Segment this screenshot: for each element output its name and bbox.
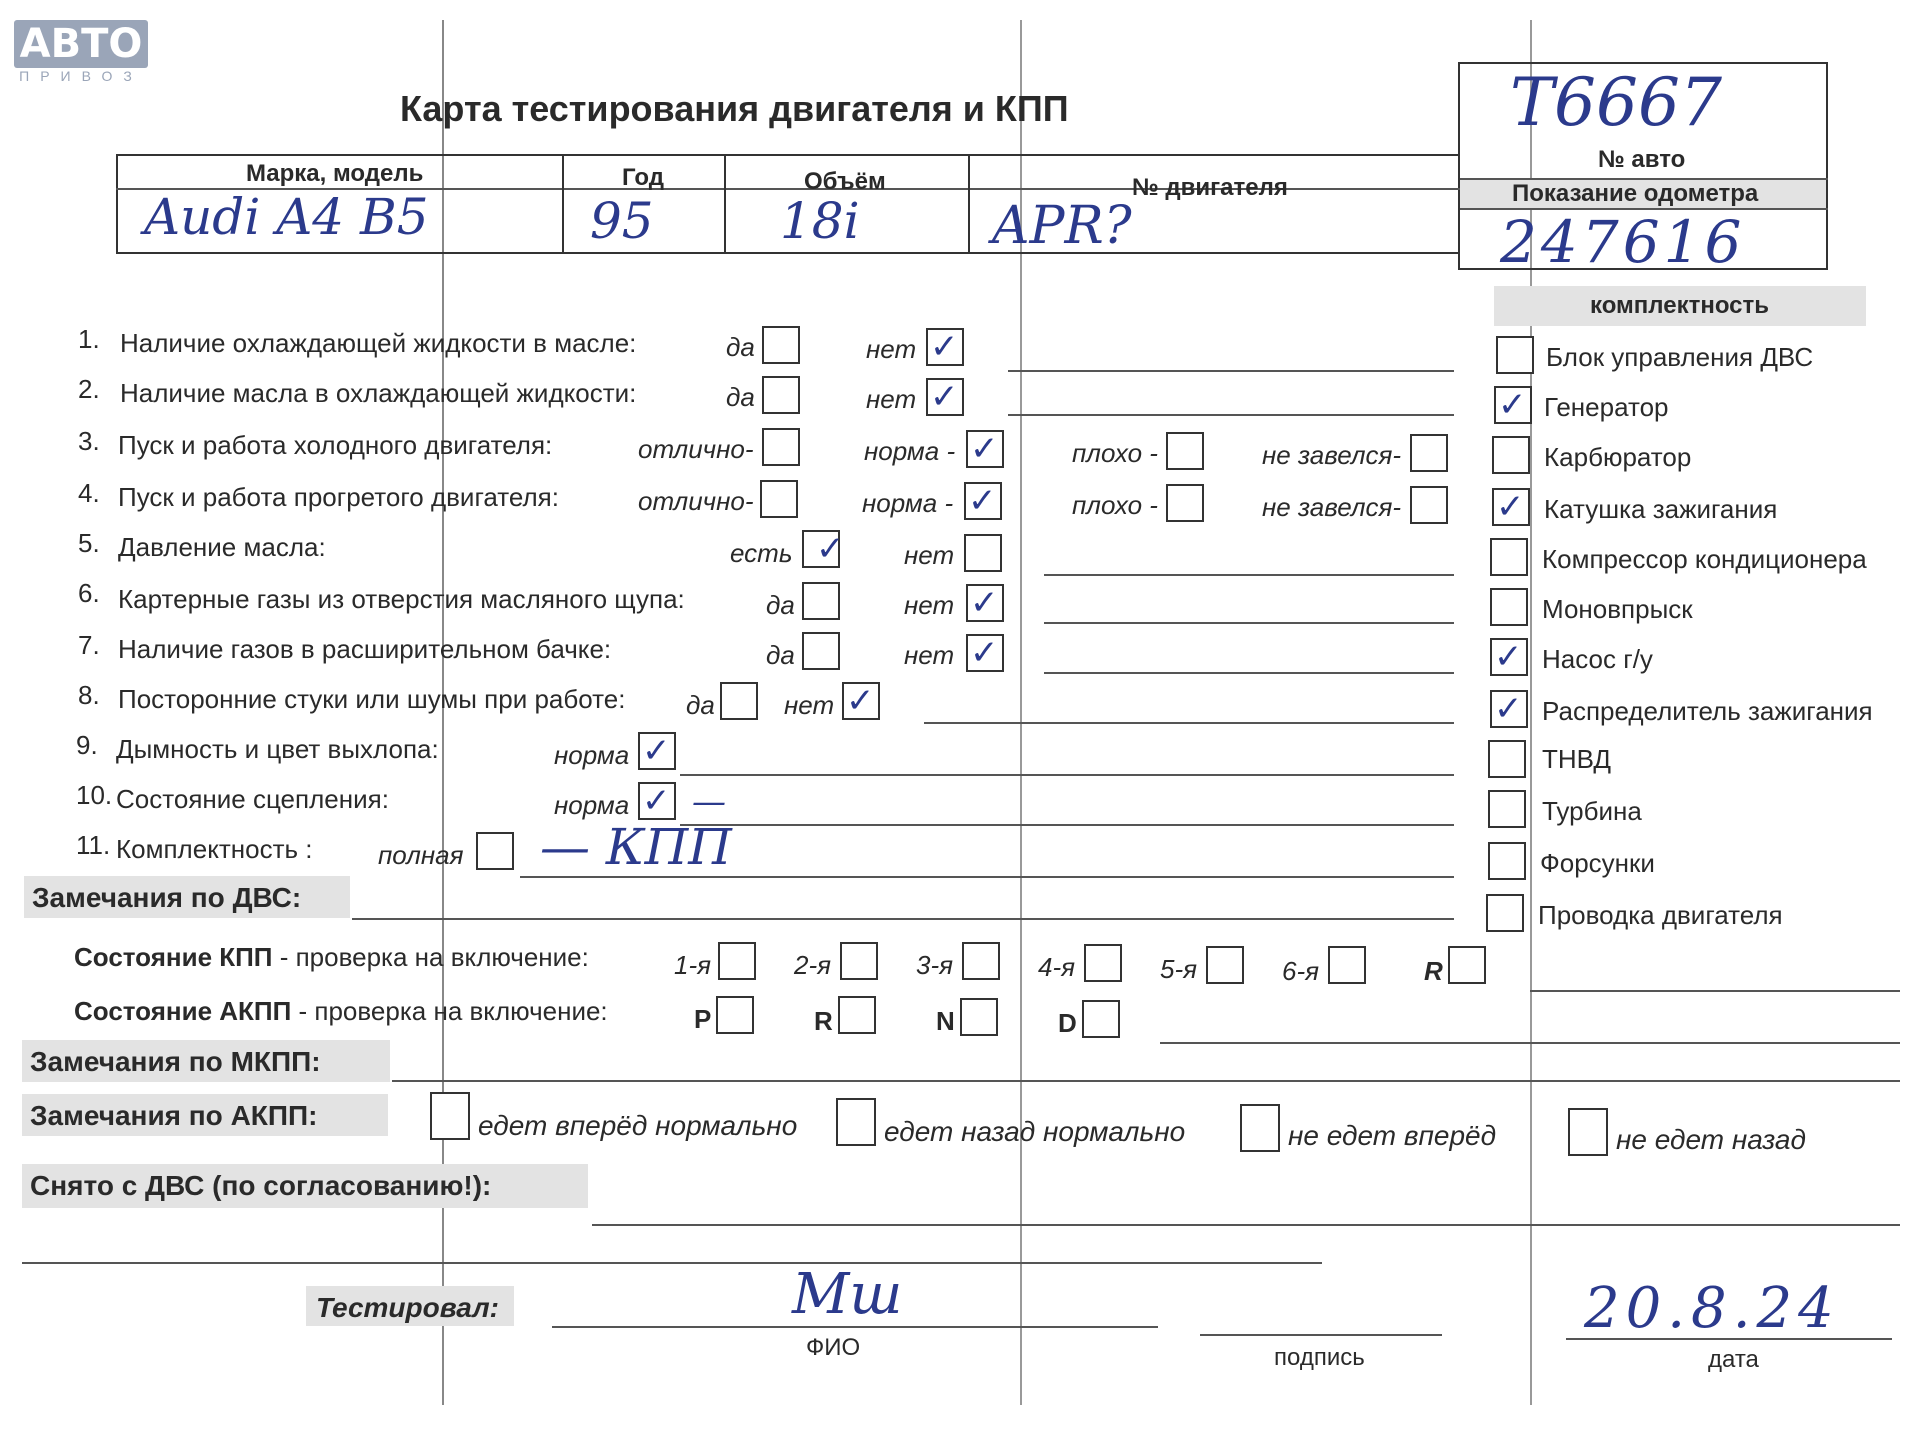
completeness-item-label: Турбина [1542, 796, 1642, 826]
engine-number-value: APR? [992, 196, 1132, 256]
completeness-item-label: Распределитель зажигания [1542, 696, 1873, 726]
completeness-item-label: Проводка двигателя [1538, 900, 1783, 930]
removed-line-2 [22, 1262, 1322, 1264]
completeness-checkbox[interactable] [1490, 538, 1528, 576]
gear-checkbox[interactable] [718, 942, 756, 980]
item-number: 8. [78, 680, 100, 710]
item-text: Наличие масла в охлаждающей жидкости: [120, 378, 637, 408]
tester-name-value: Мш [792, 1262, 903, 1327]
akpp-remark-label: не едет вперёд [1288, 1120, 1497, 1151]
signature-line [1200, 1334, 1442, 1336]
option-checkbox[interactable] [762, 376, 800, 414]
item-text: Пуск и работа прогретого двигателя: [118, 482, 559, 512]
odometer-value: 247616 [1500, 208, 1746, 276]
kpp-label-rest: - проверка на включение: [272, 942, 589, 972]
item-text: Состояние сцепления: [116, 784, 389, 814]
remarks-mkpp-line [392, 1080, 1900, 1082]
option-checkbox[interactable] [762, 326, 800, 364]
notes-line [924, 722, 1454, 724]
akpp-label-rest: - проверка на включение: [291, 996, 608, 1026]
gear-label: 4-я [1038, 952, 1076, 982]
gear-checkbox[interactable] [962, 942, 1000, 980]
option-checkbox[interactable] [760, 480, 798, 518]
tested-label: Тестировал: [316, 1292, 499, 1323]
option-label: нет [784, 690, 835, 720]
completeness-checkbox[interactable] [1486, 894, 1524, 932]
item-number: 3. [78, 426, 100, 456]
signature-label: подпись [1274, 1344, 1365, 1371]
item-text: Давление масла: [118, 532, 326, 562]
option-label: да [726, 332, 755, 362]
item-number: 9. [76, 730, 98, 760]
akpp-remark-checkbox[interactable] [1568, 1108, 1608, 1156]
completeness-item-label: Моновпрыск [1542, 594, 1693, 624]
option-checkbox[interactable] [802, 582, 840, 620]
completeness-check-mark: ✓ [1494, 637, 1523, 677]
item-text: Комплектность : [116, 834, 313, 864]
mode-checkbox[interactable] [838, 996, 876, 1034]
check-mark: ✓ [816, 529, 845, 569]
car-number-value: Т6667 [1510, 64, 1722, 141]
brand-logo-subtitle: ПРИВОЗ [19, 68, 143, 84]
completeness-check-mark: ✓ [1494, 689, 1523, 729]
item-text: Посторонние стуки или шумы при работе: [118, 684, 626, 714]
gear-label: 3-я [916, 950, 954, 980]
notes-line [1008, 370, 1454, 372]
option-checkbox[interactable] [1410, 486, 1448, 524]
option-checkbox[interactable] [1166, 432, 1204, 470]
item-number: 7. [78, 630, 100, 660]
fio-line [552, 1326, 1158, 1328]
info-col-sep-2 [724, 154, 726, 254]
item-number: 11. [76, 830, 111, 860]
gear-label: 5-я [1160, 954, 1198, 984]
info-col-sep-1 [562, 154, 564, 254]
mode-label: N [936, 1006, 955, 1036]
make-model-value: Audi A4 B5 [144, 188, 429, 246]
item-number: 6. [78, 578, 100, 608]
akpp-remark-checkbox[interactable] [836, 1098, 876, 1146]
completeness-title: комплектность [1590, 292, 1770, 319]
akpp-label-bold: Состояние АКПП [74, 996, 292, 1026]
remarks-engine-line [352, 918, 1454, 920]
option-label: отлично- [638, 486, 754, 516]
check-mark: ✓ [968, 481, 997, 521]
kpp-notes-line [1530, 990, 1900, 992]
item-number: 1. [78, 324, 100, 354]
mode-label: P [694, 1004, 712, 1034]
removed-label: Снято с ДВС (по согласованию!): [30, 1170, 492, 1201]
check-mark: ✓ [970, 429, 999, 469]
notes-line [680, 824, 1454, 826]
page-title: Карта тестирования двигателя и КПП [400, 88, 1069, 129]
info-col-sep-3 [968, 154, 970, 254]
completeness-checkbox[interactable] [1492, 436, 1530, 474]
akpp-remark-label: едет назад нормально [884, 1116, 1186, 1147]
gear-checkbox[interactable] [1206, 946, 1244, 984]
odometer-label: Показание одометра [1512, 180, 1759, 207]
option-label: норма - [864, 436, 956, 466]
option-label: не завелся- [1262, 492, 1402, 522]
option-label: не завелся- [1262, 440, 1402, 470]
akpp-remark-checkbox[interactable] [430, 1092, 470, 1140]
option-checkbox[interactable] [762, 428, 800, 466]
item-number: 10. [76, 780, 113, 810]
remarks-engine-label: Замечания по ДВС: [32, 882, 302, 913]
item-text: Картерные газы из отверстия масляного щупа: [118, 584, 685, 614]
make-model-label: Марка, модель [246, 160, 424, 187]
mode-checkbox[interactable] [1082, 1000, 1120, 1038]
handwritten-note: — КПП [540, 818, 732, 876]
completeness-item-label: ТНВД [1542, 744, 1612, 774]
option-label: отлично- [638, 434, 754, 464]
check-mark: ✓ [930, 377, 959, 417]
akpp-remark-label: не едет назад [1616, 1124, 1806, 1155]
engine-number-label: № двигателя [1132, 174, 1288, 201]
option-checkbox[interactable] [802, 632, 840, 670]
option-label: норма [554, 790, 630, 820]
mode-checkbox[interactable] [960, 998, 998, 1036]
completeness-checkbox[interactable] [1488, 842, 1526, 880]
removed-line [592, 1224, 1900, 1226]
year-label: Год [622, 164, 664, 191]
option-label: полная [378, 840, 464, 870]
gear-label: 2-я [794, 950, 832, 980]
completeness-item-label: Блок управления ДВС [1546, 342, 1814, 372]
mode-checkbox[interactable] [716, 996, 754, 1034]
option-checkbox[interactable] [1410, 434, 1448, 472]
check-mark: ✓ [642, 731, 671, 771]
item-text: Наличие газов в расширительном бачке: [118, 634, 612, 664]
option-label: нет [866, 384, 917, 414]
volume-value: 18i [780, 192, 860, 250]
option-label: норма - [862, 488, 954, 518]
gear-checkbox[interactable] [840, 942, 878, 980]
option-label: нет [904, 590, 955, 620]
akpp-notes-line [1160, 1042, 1900, 1044]
option-label: норма [554, 740, 630, 770]
completeness-checkbox[interactable] [1496, 336, 1534, 374]
option-checkbox[interactable] [964, 534, 1002, 572]
check-mark: ✓ [930, 327, 959, 367]
car-number-label: № авто [1598, 146, 1686, 173]
option-label: да [726, 382, 755, 412]
option-label: плохо - [1072, 438, 1158, 468]
option-label: плохо - [1072, 490, 1158, 520]
completeness-checkbox[interactable] [1488, 740, 1526, 778]
akpp-label [74, 996, 608, 1027]
fio-label: ФИО [806, 1334, 861, 1361]
completeness-item-label: Генератор [1544, 392, 1669, 422]
notes-line [1044, 622, 1454, 624]
gear-checkbox[interactable] [1448, 946, 1486, 984]
akpp-remark-checkbox[interactable] [1240, 1104, 1280, 1152]
completeness-item-label: Насос г/у [1542, 644, 1653, 674]
completeness-check-mark: ✓ [1496, 487, 1525, 527]
completeness-checkbox[interactable] [1488, 790, 1526, 828]
option-label: да [766, 590, 795, 620]
akpp-remark-label: едет вперёд нормально [478, 1110, 798, 1141]
completeness-item-label: Карбюратор [1544, 442, 1692, 472]
kpp-label [74, 942, 589, 973]
item-number: 2. [78, 374, 100, 404]
option-label: да [686, 690, 715, 720]
option-label: нет [904, 540, 955, 570]
item-number: 4. [78, 478, 100, 508]
check-mark: ✓ [846, 681, 875, 721]
mode-label: R [814, 1006, 833, 1036]
option-label: нет [904, 640, 955, 670]
remarks-akpp-label: Замечания по АКПП: [30, 1100, 318, 1131]
item-text: Наличие охлаждающей жидкости в масле: [120, 328, 637, 358]
notes-line [520, 876, 1454, 878]
notes-line [680, 774, 1454, 776]
date-value: 20.8.24 [1584, 1276, 1840, 1341]
gear-label: 6-я [1282, 956, 1320, 986]
volume-label: Объём [804, 168, 886, 195]
gear-label: 1-я [674, 950, 712, 980]
completeness-checkbox[interactable] [1490, 588, 1528, 626]
mode-label: D [1058, 1008, 1077, 1038]
item-text: Пуск и работа холодного двигателя: [118, 430, 553, 460]
item-text: Дымность и цвет выхлопа: [116, 734, 439, 764]
notes-line [1044, 672, 1454, 674]
completeness-item-label: Компрессор кондиционера [1542, 544, 1867, 574]
remarks-mkpp-label: Замечания по МКПП: [30, 1046, 321, 1077]
date-line [1566, 1338, 1892, 1340]
gear-label: R [1424, 956, 1443, 986]
handwritten-note: — [692, 782, 726, 822]
notes-line [1008, 414, 1454, 416]
option-checkbox[interactable] [720, 682, 758, 720]
option-label: нет [866, 334, 917, 364]
check-mark: ✓ [970, 633, 999, 673]
notes-line [1044, 574, 1454, 576]
completeness-check-mark: ✓ [1498, 385, 1527, 425]
brand-logo: АВТО [14, 20, 148, 68]
option-checkbox[interactable] [476, 832, 514, 870]
completeness-item-label: Катушка зажигания [1544, 494, 1778, 524]
year-value: 95 [590, 192, 654, 250]
check-mark: ✓ [970, 583, 999, 623]
option-label: есть [730, 538, 793, 568]
date-label: дата [1708, 1346, 1759, 1373]
check-mark: ✓ [642, 781, 671, 821]
kpp-label-bold: Состояние КПП [74, 942, 273, 972]
gear-checkbox[interactable] [1328, 946, 1366, 984]
item-number: 5. [78, 528, 100, 558]
option-label: да [766, 640, 795, 670]
gear-checkbox[interactable] [1084, 944, 1122, 982]
completeness-item-label: Форсунки [1540, 848, 1655, 878]
option-checkbox[interactable] [1166, 484, 1204, 522]
